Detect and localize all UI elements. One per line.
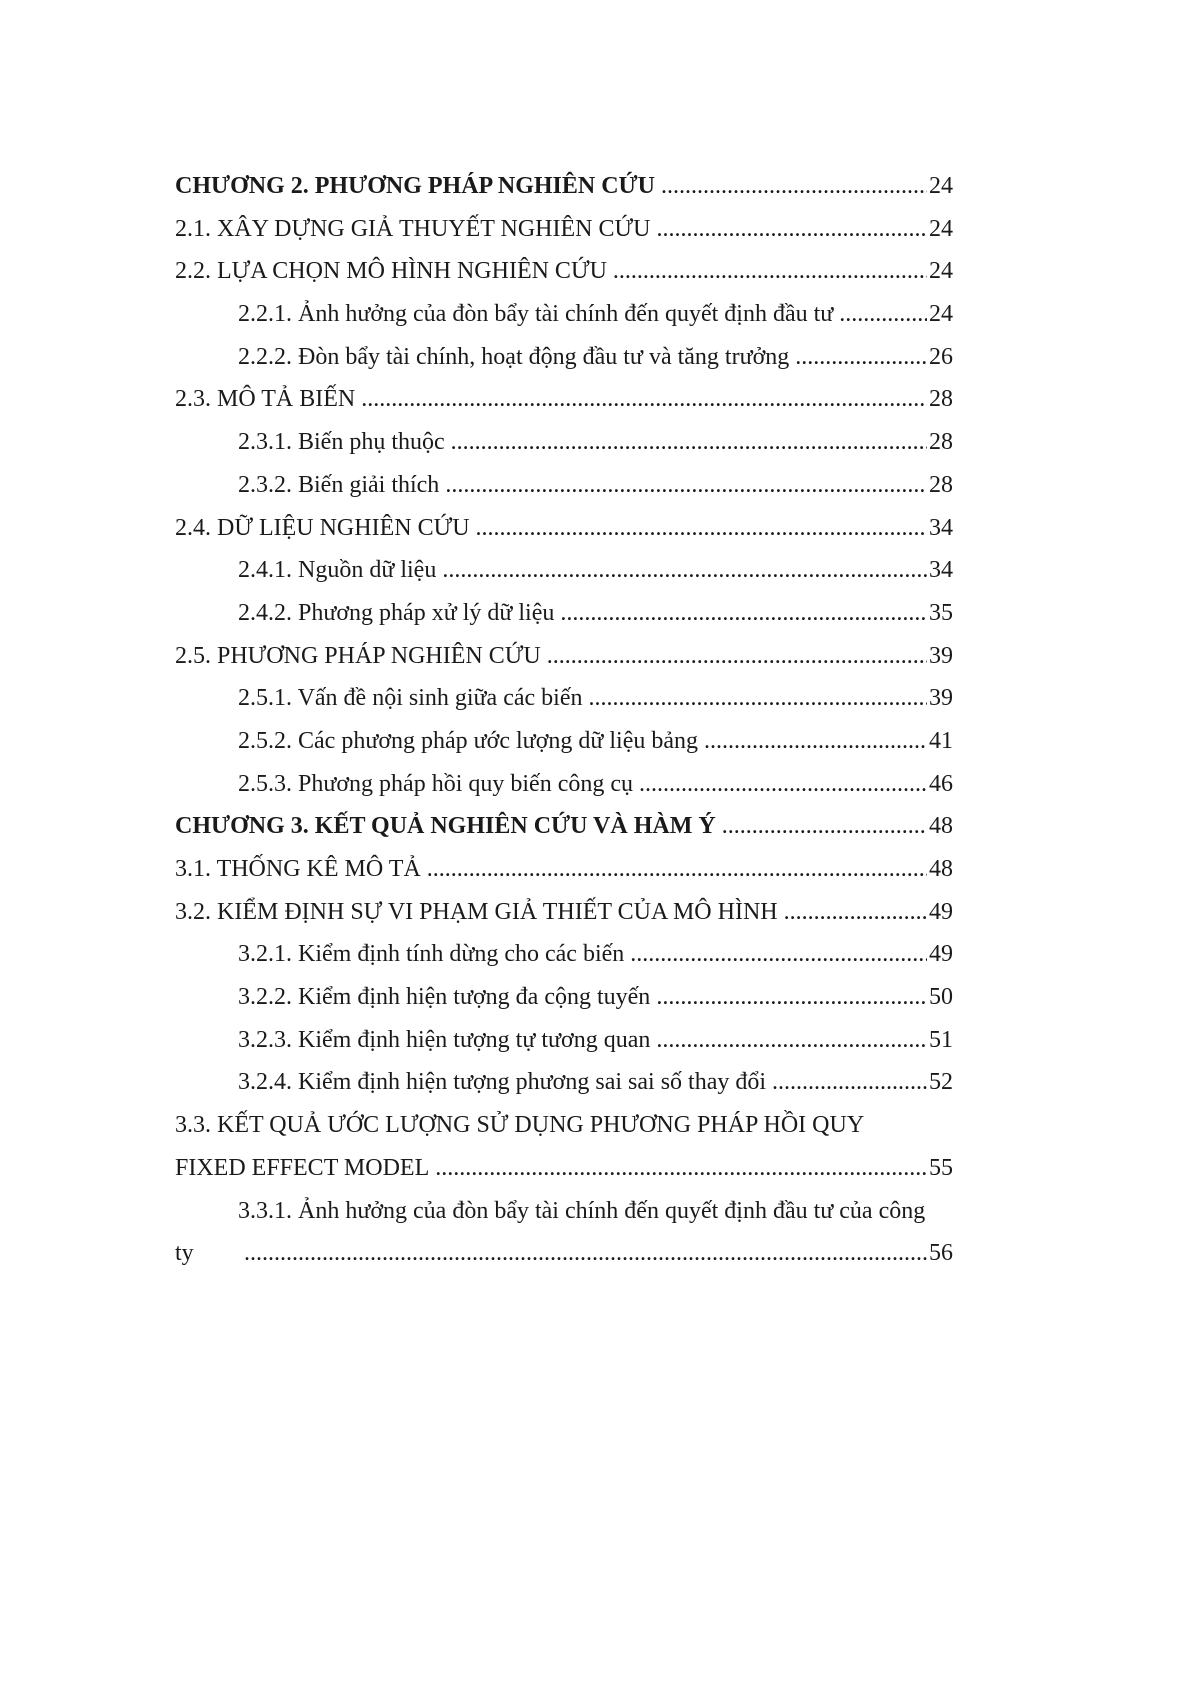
dot-leader bbox=[427, 848, 927, 891]
dot-leader bbox=[722, 805, 927, 848]
dot-leader bbox=[630, 933, 927, 976]
toc-entry-title: CHƯƠNG 3. KẾT QUẢ NGHIÊN CỨU VÀ HÀM Ý bbox=[175, 813, 716, 840]
toc-entry-title: 2.2.2. Đòn bẩy tài chính, hoạt động đầu tư và tăng trưởng bbox=[238, 343, 790, 370]
toc-entry-page: 49 bbox=[929, 941, 953, 968]
toc-entry-chapter-2[interactable] bbox=[175, 165, 953, 208]
toc-entry-3-2-4[interactable] bbox=[175, 1061, 953, 1104]
toc-entry-page: 49 bbox=[929, 898, 953, 925]
toc-entry-2-5-1[interactable] bbox=[175, 677, 953, 720]
dot-leader bbox=[656, 208, 927, 251]
toc-entry-page: 48 bbox=[929, 856, 953, 882]
toc-entry-2-3-2[interactable] bbox=[175, 464, 953, 507]
toc-entry-page: 56 bbox=[929, 1240, 953, 1267]
toc-entry-title: 2.5.3. Phương pháp hồi quy biến công cụ bbox=[238, 770, 633, 797]
toc-entry-page: 46 bbox=[929, 770, 953, 797]
toc-entry-page: 55 bbox=[929, 1154, 953, 1181]
dot-leader bbox=[613, 250, 927, 293]
dot-leader bbox=[772, 1061, 927, 1104]
toc-entry-title-line2-row bbox=[175, 1147, 953, 1190]
toc-entry-page: 34 bbox=[929, 557, 953, 584]
toc-entry-title: 2.5. PHƯƠNG PHÁP NGHIÊN CỨU bbox=[175, 642, 541, 669]
toc-entry-title-line2: ty bbox=[175, 1240, 194, 1267]
toc-entry-2-5[interactable] bbox=[175, 635, 953, 678]
toc-entry-title: 3.2.4. Kiểm định hiện tượng phương sai sai số thay đổi bbox=[238, 1069, 767, 1096]
toc-entry-page: 51 bbox=[929, 1026, 953, 1053]
toc-entry-page: 50 bbox=[929, 984, 953, 1011]
toc-entry-title: 2.3.1. Biến phụ thuộc bbox=[238, 429, 445, 456]
toc-entry-3-2[interactable] bbox=[175, 891, 953, 934]
toc-entry-title: 3.2. KIỂM ĐỊNH SỰ VI PHẠM GIẢ THIẾT CỦA MÔ HÌNH bbox=[175, 898, 778, 925]
toc-entry-page: 24 bbox=[929, 173, 953, 199]
toc-entry-2-1[interactable] bbox=[175, 208, 953, 251]
toc-entry-page: 41 bbox=[929, 727, 953, 754]
dot-leader bbox=[588, 677, 927, 720]
toc-entry-page: 28 bbox=[929, 386, 953, 413]
dot-leader bbox=[784, 891, 927, 934]
toc-entry-title: 2.3. MÔ TẢ BIẾN bbox=[175, 386, 356, 413]
dot-leader bbox=[704, 720, 927, 763]
toc-entry-title: CHƯƠNG 2. PHƯƠNG PHÁP NGHIÊN CỨU bbox=[175, 173, 655, 199]
toc-entry-chapter-3[interactable] bbox=[175, 805, 953, 848]
toc-entry-title-line1: 3.3.1. Ảnh hưởng của đòn bẩy tài chính đến quyết định đầu tư của công bbox=[238, 1197, 926, 1224]
dot-leader bbox=[839, 293, 927, 336]
dot-leader bbox=[435, 1147, 927, 1190]
toc-entry-2-3-1[interactable] bbox=[175, 421, 953, 464]
toc-entry-2-2-2[interactable] bbox=[175, 336, 953, 379]
dot-leader bbox=[451, 421, 927, 464]
toc-entry-page: 48 bbox=[929, 813, 953, 840]
toc-entry-title: 3.2.2. Kiểm định hiện tượng đa cộng tuyến bbox=[238, 984, 651, 1011]
toc-entry-2-3[interactable] bbox=[175, 378, 953, 421]
dot-leader bbox=[560, 592, 927, 635]
toc-entry-page: 24 bbox=[929, 258, 953, 285]
dot-leader bbox=[795, 336, 927, 379]
toc-entry-3-3[interactable] bbox=[175, 1104, 953, 1189]
toc-entry-page: 26 bbox=[929, 343, 953, 370]
table-of-contents bbox=[175, 165, 953, 1275]
toc-entry-title: 2.5.2. Các phương pháp ước lượng dữ liệu bảng bbox=[238, 727, 699, 754]
toc-entry-3-2-2[interactable] bbox=[175, 976, 953, 1019]
toc-entry-page: 39 bbox=[929, 685, 953, 712]
toc-entry-title: 2.4.2. Phương pháp xử lý dữ liệu bbox=[238, 599, 555, 626]
toc-entry-2-2[interactable] bbox=[175, 250, 953, 293]
dot-leader bbox=[661, 165, 927, 208]
toc-entry-title-line2-row bbox=[175, 1232, 953, 1275]
toc-entry-2-5-2[interactable] bbox=[175, 720, 953, 763]
toc-entry-2-4[interactable] bbox=[175, 507, 953, 550]
toc-entry-title: 3.2.3. Kiểm định hiện tượng tự tương quan bbox=[238, 1026, 651, 1053]
dot-leader bbox=[656, 976, 927, 1019]
toc-entry-title: 2.1. XÂY DỰNG GIẢ THUYẾT NGHIÊN CỨU bbox=[175, 215, 651, 242]
toc-entry-page: 24 bbox=[929, 215, 953, 242]
toc-entry-title-line1: 3.3. KẾT QUẢ ƯỚC LƯỢNG SỬ DỤNG PHƯƠNG PHÁP HỒI QUY bbox=[175, 1112, 865, 1139]
toc-entry-3-1[interactable] bbox=[175, 848, 953, 891]
dot-leader bbox=[656, 1019, 927, 1062]
toc-entry-title: 2.5.1. Vấn đề nội sinh giữa các biến bbox=[238, 685, 583, 712]
toc-entry-3-2-3[interactable] bbox=[175, 1019, 953, 1062]
dot-leader bbox=[547, 635, 927, 678]
toc-entry-2-4-1[interactable] bbox=[175, 549, 953, 592]
dot-leader bbox=[639, 763, 927, 806]
dot-leader bbox=[361, 378, 927, 421]
dot-leader bbox=[244, 1232, 927, 1275]
toc-entry-title: 2.3.2. Biến giải thích bbox=[238, 471, 440, 498]
dot-leader bbox=[442, 549, 927, 592]
dot-leader bbox=[445, 464, 927, 507]
toc-entry-3-2-1[interactable] bbox=[175, 933, 953, 976]
toc-entry-page: 24 bbox=[929, 301, 953, 328]
toc-entry-2-5-3[interactable] bbox=[175, 763, 953, 806]
toc-entry-page: 28 bbox=[929, 471, 953, 498]
toc-entry-title: 3.2.1. Kiểm định tính dừng cho các biến bbox=[238, 941, 625, 968]
toc-entry-2-2-1[interactable] bbox=[175, 293, 953, 336]
toc-entry-title: 2.4. DỮ LIỆU NGHIÊN CỨU bbox=[175, 514, 470, 541]
toc-entry-3-3-1[interactable] bbox=[175, 1190, 953, 1275]
toc-entry-page: 39 bbox=[929, 642, 953, 669]
toc-entry-2-4-2[interactable] bbox=[175, 592, 953, 635]
toc-entry-page: 35 bbox=[929, 599, 953, 626]
toc-entry-page: 34 bbox=[929, 514, 953, 541]
dot-leader bbox=[476, 507, 927, 550]
toc-entry-title: 3.1. THỐNG KÊ MÔ TẢ bbox=[175, 856, 421, 882]
toc-entry-title: 2.4.1. Nguồn dữ liệu bbox=[238, 557, 437, 584]
toc-entry-page: 52 bbox=[929, 1069, 953, 1096]
toc-entry-title: 2.2. LỰA CHỌN MÔ HÌNH NGHIÊN CỨU bbox=[175, 258, 607, 285]
toc-entry-page: 28 bbox=[929, 429, 953, 456]
toc-entry-title-line2: FIXED EFFECT MODEL bbox=[175, 1154, 430, 1181]
toc-entry-title: 2.2.1. Ảnh hưởng của đòn bẩy tài chính đến quyết định đầu tư bbox=[238, 301, 834, 328]
